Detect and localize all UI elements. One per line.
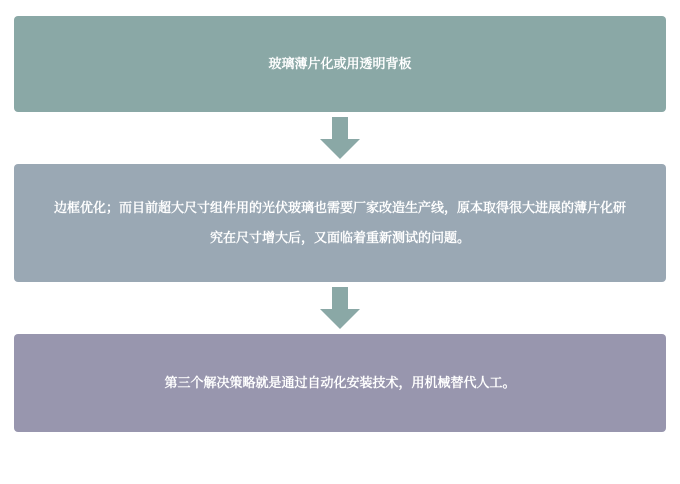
- flow-step-1-label: 玻璃薄片化或用透明背板: [268, 56, 412, 71]
- flow-step-3-label: 第三个解决策略就是通过自动化安装技术，用机械替代人工。: [164, 375, 516, 390]
- flow-step-1: [14, 16, 666, 112]
- flow-step-2: [14, 164, 666, 282]
- down-arrow-icon: [317, 287, 363, 329]
- flow-connector-1: [317, 112, 363, 164]
- flow-connector-2: [317, 282, 363, 334]
- flow-step-3: [14, 334, 666, 432]
- down-arrow-icon: [317, 117, 363, 159]
- flow-step-2-label: 边框优化；而目前超大尺寸组件用的光伏玻璃也需要厂家改造生产线，原本取得很大进展的薄片化研究在尺寸增大后，又面临着重新测试的问题。: [53, 200, 626, 245]
